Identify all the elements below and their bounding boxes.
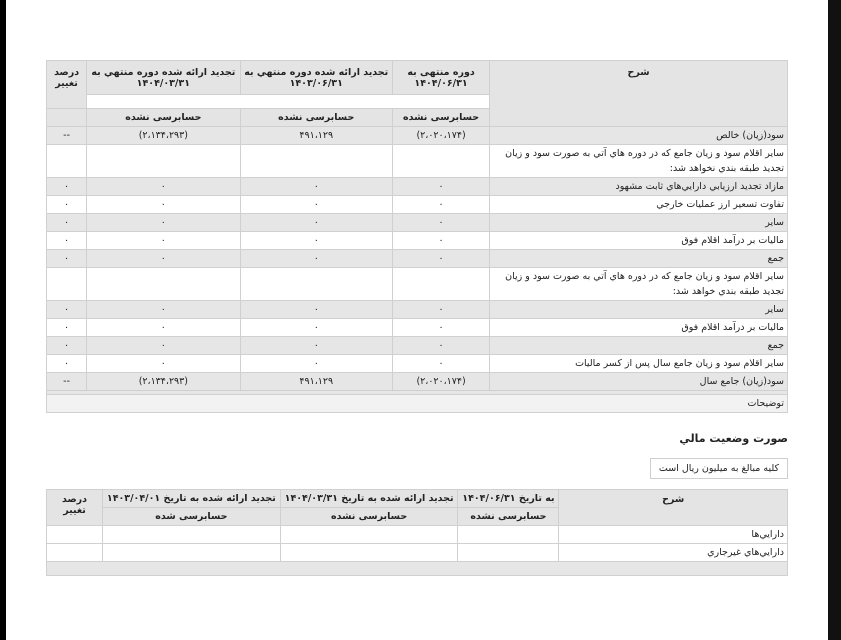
value-prior-year: ۰ — [240, 355, 392, 373]
header-change-percent: درصد تغییر — [47, 61, 87, 109]
header-date-current: به تاريخ ۱۴۰۴/۰۶/۳۱ — [458, 490, 559, 508]
value-current: ۰ — [392, 178, 489, 196]
row-desc: ساير اقلام سود و زيان جامع كه در دوره هاي آتي به صورت سود و زيان تجديد طبقه بندي نخواهد شد: — [490, 145, 788, 178]
value-prior-quarter — [87, 145, 240, 178]
row-desc: ساير — [490, 214, 788, 232]
value-prior-quarter: ۰ — [87, 232, 240, 250]
header-period-prior-quarter: تجدید ارائه شده دوره منتهي به ۱۴۰۴/۰۳/۳۱ — [87, 61, 240, 95]
table-row — [47, 301, 788, 319]
value-current — [392, 145, 489, 178]
value-prior-quarter: (۲،۱۳۴،۲۹۳) — [87, 127, 240, 145]
value-prior-quarter: ۰ — [87, 196, 240, 214]
header-date-restated: تجدید ارائه شده به تاريخ ۱۴۰۴/۰۳/۳۱ — [280, 490, 458, 508]
section-title: صورت وضعيت مالي — [679, 432, 788, 445]
row-desc: جمع — [490, 337, 788, 355]
notes-row — [47, 395, 788, 413]
value-current: ۰ — [392, 301, 489, 319]
value-change: ۰ — [47, 250, 87, 268]
table-row — [47, 127, 788, 145]
value-prior-quarter: ۰ — [87, 301, 240, 319]
table-header-row — [47, 61, 788, 95]
table-row — [47, 232, 788, 250]
header-period-prior-year: تجدید ارائه شده دوره منتهي به ۱۴۰۳/۰۶/۳۱ — [240, 61, 392, 95]
row-desc: ماليات بر درآمد اقلام فوق — [490, 319, 788, 337]
table-row — [47, 196, 788, 214]
header-date-restated-prior: تجدید ارائه شده به تاريخ ۱۴۰۳/۰۴/۰۱ — [102, 490, 280, 508]
value-change: ۰ — [47, 337, 87, 355]
table-row — [47, 214, 788, 232]
value-prior-year: ۰ — [240, 337, 392, 355]
table-row — [47, 178, 788, 196]
header-change-percent: درصد تغییر — [47, 490, 103, 526]
value-prior-quarter: ۰ — [87, 250, 240, 268]
audit-status: حسابرسی نشده — [240, 109, 392, 127]
table-row — [47, 250, 788, 268]
row-desc: تفاوت تسعير ارز عمليات خارجي — [490, 196, 788, 214]
value-current — [392, 268, 489, 301]
value-current: ۰ — [392, 355, 489, 373]
value-prior-year: ۰ — [240, 178, 392, 196]
value-current: ۰ — [392, 232, 489, 250]
audit-status: حسابرسی نشده — [87, 109, 240, 127]
value-change: ۰ — [47, 196, 87, 214]
table-header-row — [47, 490, 788, 508]
vertical-scrollbar[interactable] — [828, 0, 841, 640]
value-prior-quarter — [87, 268, 240, 301]
value-prior-quarter: ۰ — [87, 178, 240, 196]
row-desc: سود(زيان) خالص — [490, 127, 788, 145]
table-row — [47, 337, 788, 355]
table-row — [47, 544, 788, 562]
row-desc: ساير اقلام سود و زيان جامع كه در دوره هاي آتي به صورت سود و زيان تجديد طبقه بندي خواهد شد: — [490, 268, 788, 301]
table-row — [47, 355, 788, 373]
table-row — [47, 526, 788, 544]
value-prior-year: ۰ — [240, 196, 392, 214]
value-change: ۰ — [47, 232, 87, 250]
table-body — [47, 127, 788, 391]
value-current: ۰ — [392, 250, 489, 268]
row-desc: سود(زيان) جامع سال — [490, 373, 788, 391]
value-prior-year: ۴۹۱،۱۲۹ — [240, 127, 392, 145]
value-prior-year: ۰ — [240, 301, 392, 319]
value-current: ۰ — [392, 214, 489, 232]
value-prior-year — [240, 268, 392, 301]
row-desc: ماليات بر درآمد اقلام فوق — [490, 232, 788, 250]
audit-status: حسابرسی شده — [102, 508, 280, 526]
row-desc: دارايي‌هاي غيرجاري — [559, 544, 788, 562]
value-change — [47, 268, 87, 301]
report-page — [6, 0, 828, 640]
table-row — [47, 319, 788, 337]
value-prior-quarter: ۰ — [87, 319, 240, 337]
value-current: ۰ — [392, 196, 489, 214]
header-desc: شرح — [490, 61, 788, 127]
value-prior-quarter: ۰ — [87, 355, 240, 373]
value-change: ۰ — [47, 214, 87, 232]
value-prior-quarter: ۰ — [87, 337, 240, 355]
value-current: ۰ — [392, 337, 489, 355]
audit-status: حسابرسی نشده — [280, 508, 458, 526]
notes-label: توضيحات — [47, 395, 788, 413]
table-row — [47, 268, 788, 301]
value-prior-year: ۰ — [240, 319, 392, 337]
value-prior-year: ۰ — [240, 232, 392, 250]
value-prior-year: ۰ — [240, 250, 392, 268]
value-current: ۰ — [392, 319, 489, 337]
value-prior-year — [240, 145, 392, 178]
value-prior-year: ۰ — [240, 214, 392, 232]
header-period-current: دوره منتهی به ۱۴۰۴/۰۶/۳۱ — [392, 61, 489, 95]
row-desc: دارايي‌ها — [559, 526, 788, 544]
audit-status: حسابرسی نشده — [392, 109, 489, 127]
table-row — [47, 145, 788, 178]
value-change: ۰ — [47, 178, 87, 196]
value-change: ۰ — [47, 355, 87, 373]
value-change: -- — [47, 127, 87, 145]
value-prior-quarter: ۰ — [87, 214, 240, 232]
value-change: -- — [47, 373, 87, 391]
unit-note: كليه مبالغ به ميليون ريال است — [650, 458, 788, 479]
value-current: (۲،۰۲۰،۱۷۴) — [392, 127, 489, 145]
row-desc: مازاد تجديد ارزيابي دارايي‌هاي ثابت مشهود — [490, 178, 788, 196]
row-desc: جمع — [490, 250, 788, 268]
value-change: ۰ — [47, 301, 87, 319]
value-change: ۰ — [47, 319, 87, 337]
comprehensive-income-table — [46, 60, 788, 413]
financial-position-table — [46, 489, 788, 576]
value-prior-year: ۴۹۱،۱۲۹ — [240, 373, 392, 391]
value-prior-quarter: (۲،۱۳۴،۲۹۳) — [87, 373, 240, 391]
table-row — [47, 373, 788, 391]
value-change — [47, 145, 87, 178]
value-current: (۲،۰۲۰،۱۷۴) — [392, 373, 489, 391]
row-desc: ساير اقلام سود و زيان جامع سال پس از كسر ماليات — [490, 355, 788, 373]
row-desc: ساير — [490, 301, 788, 319]
header-desc: شرح — [559, 490, 788, 526]
audit-status: حسابرسی نشده — [458, 508, 559, 526]
